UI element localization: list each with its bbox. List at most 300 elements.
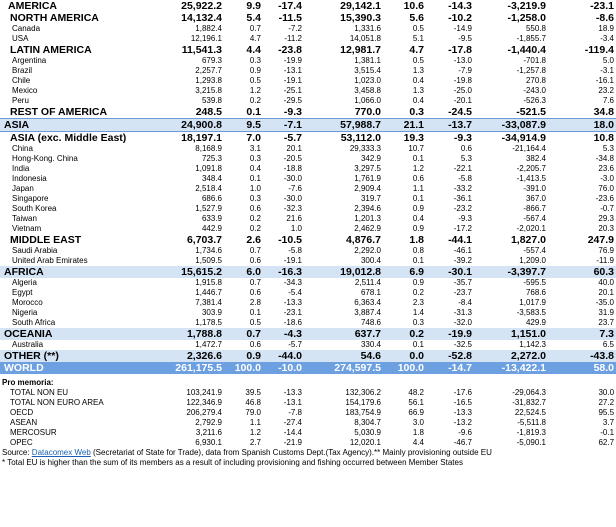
value-cell: -46.1 <box>453 246 472 255</box>
value-cell: 1,788.8 <box>160 328 224 340</box>
value-cell: 770.0 <box>304 106 383 119</box>
value-cell: -243.0 <box>523 86 546 95</box>
value-cell: 768.6 <box>525 288 546 297</box>
value-cell: 66.9 <box>408 408 424 417</box>
value-cell: -5.7 <box>263 132 304 145</box>
value-cell: -23.8 <box>278 44 302 56</box>
value-cell: 1.3 <box>412 66 424 75</box>
value-cell: 1.1 <box>412 184 424 193</box>
value-cell: -16.5 <box>453 398 472 407</box>
row-label: India <box>12 164 30 173</box>
value-cell: 31.9 <box>598 308 614 317</box>
value-cell: -23.6 <box>595 194 614 203</box>
value-cell: -33,087.9 <box>474 119 548 132</box>
row-label: Hong-Kong. China <box>12 154 78 163</box>
value-cell: 1,331.6 <box>354 24 381 33</box>
row-label: Chile <box>12 76 31 85</box>
value-cell: 0.4 <box>412 214 424 223</box>
table-row <box>0 224 616 234</box>
value-cell: 12,196.1 <box>190 34 222 43</box>
value-cell: -10.0 <box>263 362 304 374</box>
value-cell: 0.2 <box>383 328 426 340</box>
value-cell: 0.6 <box>460 144 472 153</box>
value-cell: 0.9 <box>224 350 263 362</box>
row-label: MIDDLE EAST <box>10 234 82 246</box>
value-cell: 0.2 <box>249 96 261 105</box>
value-cell: -17.4 <box>278 0 302 12</box>
value-cell: -23.2 <box>453 204 472 213</box>
value-cell: -13.1 <box>283 66 302 75</box>
value-cell: 0.5 <box>412 56 424 65</box>
value-cell: -1,258.0 <box>507 12 546 24</box>
value-cell: 274,597.5 <box>304 362 383 374</box>
value-cell: 342.9 <box>360 154 381 163</box>
value-cell: -0.7 <box>600 204 614 213</box>
value-cell: 40.0 <box>598 278 614 287</box>
value-cell: -3,397.7 <box>474 266 548 278</box>
value-cell: 6.9 <box>383 266 426 278</box>
value-cell: -22.1 <box>453 164 472 173</box>
table-row <box>0 56 616 66</box>
value-cell: -8.4 <box>458 298 472 307</box>
value-cell: -52.8 <box>426 350 474 362</box>
value-cell: -17.8 <box>448 44 472 56</box>
value-cell: 206,279.4 <box>186 408 222 417</box>
value-cell: 54.6 <box>304 350 383 362</box>
value-cell: -23.1 <box>283 308 302 317</box>
value-cell: 2.8 <box>249 298 261 307</box>
value-cell: -21,164.4 <box>512 144 546 153</box>
value-cell: 2,257.7 <box>195 66 222 75</box>
value-cell: 1,527.9 <box>195 204 222 213</box>
value-cell: 12,020.1 <box>349 438 381 447</box>
value-cell: -1,440.4 <box>507 44 546 56</box>
table-row <box>0 204 616 214</box>
value-cell: 637.7 <box>304 328 383 340</box>
value-cell: 15,390.3 <box>340 12 381 24</box>
value-cell: 0.4 <box>249 164 261 173</box>
value-cell: -25.0 <box>453 86 472 95</box>
value-cell: 1.3 <box>412 86 424 95</box>
value-cell: -23.7 <box>453 288 472 297</box>
value-cell: 183,754.9 <box>345 408 381 417</box>
table-row <box>0 418 616 428</box>
value-cell: 60.3 <box>548 266 616 278</box>
row-label: OCEANIA <box>0 328 160 340</box>
value-cell: -119.4 <box>584 44 614 56</box>
value-cell: 0.1 <box>412 340 424 349</box>
value-cell: 14,051.8 <box>349 34 381 43</box>
value-cell: -1,855.7 <box>516 34 546 43</box>
table-row <box>0 278 616 288</box>
value-cell: 6.0 <box>224 266 263 278</box>
value-cell: 1,446.7 <box>195 288 222 297</box>
value-cell: 0.2 <box>249 214 261 223</box>
value-cell: 0.1 <box>412 256 424 265</box>
value-cell: -9.3 <box>426 132 474 145</box>
value-cell: -29.5 <box>283 96 302 105</box>
source-text: (Secretariat of State for Trade), data from Spanish Customs Dept.(Tax Agency).** Mainly provisioning outside EU <box>90 448 492 457</box>
table-row <box>0 256 616 266</box>
value-cell: -13.3 <box>283 388 302 397</box>
row-label: Egypt <box>12 288 33 297</box>
value-cell: 53,112.0 <box>304 132 383 145</box>
value-cell: -36.1 <box>453 194 472 203</box>
row-label: OPEC <box>10 438 33 447</box>
value-cell: 20.1 <box>286 144 302 153</box>
value-cell: 3,215.8 <box>195 86 222 95</box>
row-label: South Africa <box>12 318 56 327</box>
value-cell: 0.5 <box>249 318 261 327</box>
value-cell: 1,178.5 <box>195 318 222 327</box>
value-cell: 9.9 <box>246 0 261 12</box>
value-cell: 1.4 <box>412 308 424 317</box>
value-cell: 1,293.8 <box>195 76 222 85</box>
value-cell: 4.7 <box>409 44 424 56</box>
value-cell: 2,394.6 <box>354 204 381 213</box>
row-label: Vietnam <box>12 224 42 233</box>
pro-memoria-title: Pro memoria: <box>2 378 54 387</box>
value-cell: -21.9 <box>283 438 302 447</box>
row-label: TOTAL NON EU <box>10 388 69 397</box>
value-cell: -34.8 <box>595 154 614 163</box>
value-cell: 29.3 <box>598 214 614 223</box>
value-cell: 27.2 <box>598 398 615 407</box>
table-row <box>0 12 616 24</box>
value-cell: -32.5 <box>453 340 472 349</box>
value-cell: -13.7 <box>426 119 474 132</box>
value-cell: -34,914.9 <box>474 132 548 145</box>
value-cell: 0.0 <box>383 350 426 362</box>
row-label: Australia <box>12 340 44 349</box>
row-label: United Arab Emirates <box>12 256 88 265</box>
value-cell: 29,333.3 <box>349 144 381 153</box>
table-row <box>0 408 616 418</box>
value-cell: 0.8 <box>412 246 424 255</box>
value-cell: 0.3 <box>412 318 424 327</box>
value-cell: -391.0 <box>523 184 546 193</box>
value-cell: -19.1 <box>283 76 302 85</box>
value-cell: 0.1 <box>249 174 261 183</box>
value-cell: 0.4 <box>412 76 424 85</box>
value-cell: 2,909.4 <box>354 184 381 193</box>
value-cell: -7.2 <box>288 24 302 33</box>
value-cell: 2,518.4 <box>195 184 222 193</box>
table-row <box>0 350 616 362</box>
value-cell: -14.3 <box>448 0 472 12</box>
value-cell: 19.3 <box>383 132 426 145</box>
table-row <box>0 340 616 350</box>
value-cell: 154,179.6 <box>345 398 381 407</box>
value-cell: -8.6 <box>595 12 614 24</box>
value-cell: 0.3 <box>249 194 261 203</box>
table-row <box>0 106 616 119</box>
value-cell: -17.6 <box>453 388 472 397</box>
value-cell: 18,197.1 <box>160 132 224 145</box>
value-cell: 1,017.9 <box>519 298 546 307</box>
value-cell: 261,175.5 <box>160 362 224 374</box>
row-label: Saudi Arabia <box>12 246 58 255</box>
table-row <box>0 246 616 256</box>
value-cell: 9.5 <box>224 119 263 132</box>
value-cell: -13.3 <box>283 298 302 307</box>
value-cell: 0.2 <box>249 224 261 233</box>
value-cell: 2,792.9 <box>195 418 222 427</box>
value-cell: -35.7 <box>453 278 472 287</box>
value-cell: -10.2 <box>448 12 472 24</box>
value-cell: 0.3 <box>249 154 261 163</box>
value-cell: -34.3 <box>283 278 302 287</box>
value-cell: -14.7 <box>426 362 474 374</box>
value-cell: 2,272.0 <box>474 350 548 362</box>
value-cell: 48.2 <box>408 388 424 397</box>
value-cell: -2,020.1 <box>516 224 546 233</box>
value-cell: -13.1 <box>283 398 302 407</box>
value-cell: 79.0 <box>245 408 261 417</box>
row-label: Japan <box>12 184 34 193</box>
value-cell: -2,205.7 <box>516 164 546 173</box>
row-label: ASEAN <box>10 418 38 427</box>
value-cell: 18.9 <box>598 24 614 33</box>
table-row <box>0 66 616 76</box>
table-row <box>0 266 616 278</box>
value-cell: 442.9 <box>201 224 222 233</box>
value-cell: 748.6 <box>360 318 381 327</box>
value-cell: -13.2 <box>453 418 472 427</box>
value-cell: 429.9 <box>525 318 546 327</box>
value-cell: 303.9 <box>201 308 222 317</box>
table-row <box>0 288 616 298</box>
value-cell: 330.4 <box>360 340 381 349</box>
value-cell: -19.9 <box>426 328 474 340</box>
value-cell: -31.3 <box>453 308 472 317</box>
row-label: Singapore <box>12 194 49 203</box>
value-cell: -20.1 <box>453 96 472 105</box>
value-cell: 6.5 <box>602 340 614 349</box>
value-cell: 5.3 <box>602 144 614 153</box>
table-row <box>0 174 616 184</box>
table-row <box>0 362 616 374</box>
value-cell: 0.9 <box>412 224 424 233</box>
value-cell: 7.0 <box>224 132 263 145</box>
value-cell: -9.5 <box>458 34 472 43</box>
value-cell: -5.8 <box>458 174 472 183</box>
value-cell: -27.4 <box>283 418 302 427</box>
value-cell: 62.7 <box>598 438 615 447</box>
value-cell: 20.3 <box>598 224 614 233</box>
value-cell: -31,832.7 <box>512 398 546 407</box>
value-cell: 1,734.6 <box>195 246 222 255</box>
value-cell: -43.8 <box>548 350 616 362</box>
value-cell: 2,292.0 <box>354 246 381 255</box>
value-cell: -18.6 <box>283 318 302 327</box>
value-cell: 100.0 <box>383 362 426 374</box>
value-cell: -25.1 <box>283 86 302 95</box>
value-cell: -5.7 <box>288 340 302 349</box>
value-cell: -11.2 <box>284 34 302 43</box>
value-cell: 0.6 <box>412 174 424 183</box>
value-cell: -44.0 <box>263 350 304 362</box>
value-cell: -9.3 <box>458 214 472 223</box>
value-cell: -30.1 <box>426 266 474 278</box>
value-cell: 1,066.0 <box>354 96 381 105</box>
row-label: South Korea <box>12 204 57 213</box>
table-row <box>0 34 616 44</box>
value-cell: 248.5 <box>160 106 224 119</box>
value-cell: 6,363.4 <box>354 298 381 307</box>
value-cell: 1,509.5 <box>195 256 222 265</box>
value-cell: -7.6 <box>288 184 302 193</box>
value-cell: 0.6 <box>249 288 261 297</box>
value-cell: 22,524.5 <box>514 408 546 417</box>
value-cell: -14.9 <box>453 24 472 33</box>
value-cell: 57,988.7 <box>304 119 383 132</box>
value-cell: -3.0 <box>600 174 614 183</box>
value-cell: 1,201.3 <box>354 214 381 223</box>
value-cell: -19.9 <box>283 56 302 65</box>
value-cell: -1,819.3 <box>516 428 546 437</box>
value-cell: 0.9 <box>249 66 261 75</box>
value-cell: 23.2 <box>598 86 614 95</box>
value-cell: 20.1 <box>598 288 614 297</box>
value-cell: -44.1 <box>448 234 472 246</box>
value-cell: 29,142.1 <box>340 0 381 12</box>
pro-memoria-table <box>0 378 616 448</box>
value-cell: 21.1 <box>383 119 426 132</box>
value-cell: 270.8 <box>525 76 546 85</box>
row-label: OTHER (**) <box>0 350 160 362</box>
value-cell: -9.6 <box>458 428 472 437</box>
value-cell: 0.2 <box>412 288 424 297</box>
value-cell: 2.6 <box>246 234 261 246</box>
row-label: LATIN AMERICA <box>10 44 92 56</box>
table-row <box>0 388 616 398</box>
value-cell: -13.3 <box>453 408 472 417</box>
value-cell: 3,887.4 <box>354 308 381 317</box>
value-cell: 34.8 <box>548 106 616 119</box>
value-cell: -14.4 <box>283 428 302 437</box>
row-label: WORLD <box>0 362 160 374</box>
value-cell: 1.2 <box>249 428 261 437</box>
value-cell: 25,922.2 <box>181 0 222 12</box>
value-cell: -5.4 <box>288 288 302 297</box>
value-cell: 122,346.9 <box>186 398 222 407</box>
value-cell: 0.7 <box>249 24 261 33</box>
value-cell: 58.0 <box>548 362 616 374</box>
value-cell: 7.6 <box>602 96 614 105</box>
value-cell: -29,064.3 <box>512 388 546 397</box>
value-cell: 76.0 <box>598 184 614 193</box>
row-label: AFRICA <box>0 266 160 278</box>
value-cell: 5.1 <box>412 34 424 43</box>
row-label: NORTH AMERICA <box>10 12 99 24</box>
table-row <box>0 328 616 340</box>
datacomex-link[interactable]: Datacomex Web <box>31 448 91 457</box>
value-cell: -11.5 <box>278 12 302 24</box>
value-cell: 2.3 <box>412 298 424 307</box>
value-cell: 1.8 <box>412 428 424 437</box>
value-cell: 679.3 <box>201 56 222 65</box>
table-row <box>0 86 616 96</box>
value-cell: -526.3 <box>523 96 546 105</box>
value-cell: 39.5 <box>245 388 261 397</box>
table-row <box>0 318 616 328</box>
value-cell: -3.4 <box>600 34 614 43</box>
value-cell: -557.4 <box>523 246 546 255</box>
value-cell: 3.1 <box>249 144 261 153</box>
table-row <box>0 184 616 194</box>
row-label: Indonesia <box>12 174 47 183</box>
value-cell: 0.4 <box>412 96 424 105</box>
value-cell: -13.0 <box>453 56 472 65</box>
value-cell: 0.9 <box>412 204 424 213</box>
value-cell: 1,142.3 <box>519 340 546 349</box>
value-cell: -32.0 <box>453 318 472 327</box>
value-cell: 3.7 <box>602 418 615 427</box>
value-cell: 76.9 <box>598 246 614 255</box>
value-cell: 1,761.9 <box>354 174 381 183</box>
value-cell: -5,511.8 <box>517 418 546 427</box>
value-cell: -18.8 <box>283 164 302 173</box>
value-cell: 1,209.0 <box>519 256 546 265</box>
value-cell: -866.7 <box>523 204 546 213</box>
value-cell: -3.1 <box>600 66 614 75</box>
value-cell: 4,876.7 <box>345 234 381 246</box>
value-cell: 348.4 <box>201 174 222 183</box>
row-label: AMERICA <box>8 0 57 12</box>
value-cell: -1,257.8 <box>516 66 546 75</box>
value-cell: -39.2 <box>453 256 472 265</box>
value-cell: 4.4 <box>412 438 424 447</box>
value-cell: 0.3 <box>383 106 426 119</box>
value-cell: 678.1 <box>360 288 381 297</box>
value-cell: 30.0 <box>598 388 615 397</box>
value-cell: -567.4 <box>523 214 546 223</box>
value-cell: -32.3 <box>283 204 302 213</box>
row-label: OECD <box>10 408 34 417</box>
value-cell: 56.1 <box>408 398 424 407</box>
value-cell: 0.5 <box>412 24 424 33</box>
value-cell: 0.1 <box>412 194 424 203</box>
value-cell: 0.7 <box>249 278 261 287</box>
value-cell: 550.8 <box>525 24 546 33</box>
value-cell: 24,900.8 <box>160 119 224 132</box>
value-cell: -5.8 <box>288 246 302 255</box>
value-cell: 15,615.2 <box>160 266 224 278</box>
value-cell: 8,168.9 <box>195 144 222 153</box>
value-cell: 1.2 <box>412 164 424 173</box>
value-cell: 686.6 <box>201 194 222 203</box>
value-cell: 6,703.7 <box>186 234 222 246</box>
value-cell: 247.9 <box>587 234 614 246</box>
value-cell: 0.1 <box>412 154 424 163</box>
value-cell: 2,326.6 <box>160 350 224 362</box>
value-cell: 367.0 <box>525 194 546 203</box>
table-row <box>0 398 616 408</box>
value-cell: 5,030.9 <box>354 428 381 437</box>
value-cell: 300.4 <box>360 256 381 265</box>
table-row <box>0 119 616 132</box>
value-cell: 0.6 <box>249 340 261 349</box>
value-cell: 319.7 <box>360 194 381 203</box>
value-cell: -4.3 <box>263 328 304 340</box>
value-cell: -11.9 <box>596 256 614 265</box>
value-cell: 5.0 <box>602 56 614 65</box>
value-cell: 19,012.8 <box>304 266 383 278</box>
value-cell: -7.1 <box>263 119 304 132</box>
value-cell: -30.0 <box>283 194 302 203</box>
value-cell: 1,882.4 <box>195 24 222 33</box>
